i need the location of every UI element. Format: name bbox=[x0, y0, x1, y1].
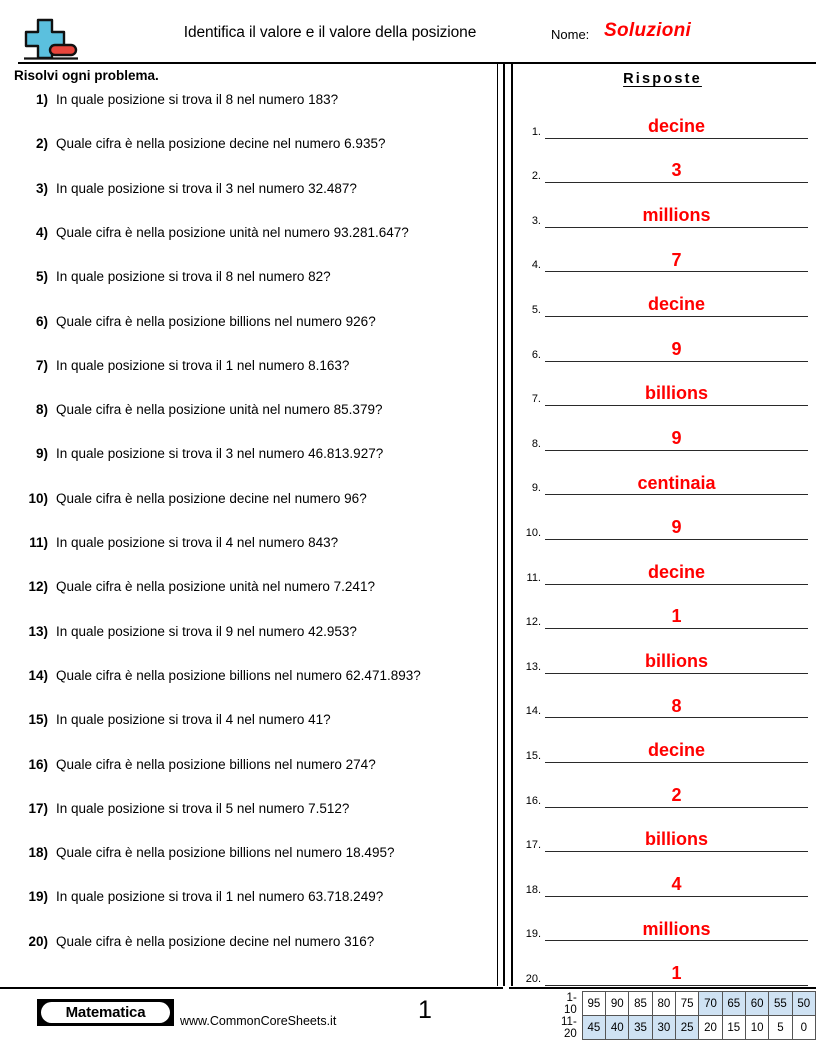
answer-row bbox=[509, 406, 816, 451]
answer-row bbox=[509, 272, 816, 317]
question-text: Quale cifra è nella posizione unità nel numero 85.379? bbox=[56, 402, 383, 418]
answer-value: millions bbox=[642, 204, 711, 225]
score-cell: 55 bbox=[769, 992, 792, 1016]
answer-number: 14. bbox=[525, 705, 541, 718]
score-table-row bbox=[561, 1016, 816, 1040]
answer-number: 15. bbox=[525, 749, 541, 762]
instruction-text: Risolvi ogni problema. bbox=[14, 68, 159, 83]
score-cell: 0 bbox=[792, 1016, 815, 1040]
name-label: Nome: bbox=[551, 27, 590, 42]
brand-badge bbox=[37, 999, 174, 1026]
answers-heading: Risposte bbox=[623, 71, 702, 87]
question-number: 18) bbox=[28, 845, 48, 861]
question-number: 4) bbox=[35, 224, 48, 240]
question-number: 14) bbox=[28, 667, 48, 683]
question-text: In quale posizione si trova il 8 nel numero 82? bbox=[56, 269, 331, 285]
answer-row bbox=[509, 852, 816, 897]
question-number: 12) bbox=[28, 579, 48, 595]
question-row bbox=[0, 92, 497, 136]
footer-divider-left bbox=[0, 987, 503, 989]
answer-number: 4. bbox=[531, 259, 541, 272]
answer-value: 2 bbox=[671, 784, 682, 805]
question-row bbox=[0, 314, 497, 358]
answer-row bbox=[509, 808, 816, 853]
page-number: 1 bbox=[418, 996, 432, 1024]
question-text: Quale cifra è nella posizione billions nel numero 274? bbox=[56, 756, 376, 772]
question-text: In quale posizione si trova il 8 nel numero 183? bbox=[56, 92, 339, 107]
question-row bbox=[0, 624, 497, 668]
question-text: Quale cifra è nella posizione decine nel numero 6.935? bbox=[56, 136, 386, 152]
score-range-label: 11-20 bbox=[561, 1015, 577, 1040]
answer-number: 1. bbox=[531, 125, 541, 138]
question-text: In quale posizione si trova il 9 nel numero 42.953? bbox=[56, 623, 357, 639]
answer-row bbox=[509, 451, 816, 496]
answer-number: 12. bbox=[525, 616, 541, 629]
question-number: 3) bbox=[35, 180, 48, 196]
answer-number: 10. bbox=[525, 526, 541, 539]
question-text: In quale posizione si trova il 1 nel numero 63.718.249? bbox=[56, 889, 384, 905]
answer-row bbox=[509, 183, 816, 228]
answer-value: billions bbox=[645, 829, 708, 850]
brand-pill bbox=[41, 1002, 170, 1023]
question-text: In quale posizione si trova il 3 nel numero 32.487? bbox=[56, 180, 357, 196]
question-text: In quale posizione si trova il 4 nel numero 843? bbox=[56, 535, 339, 550]
score-cell: 65 bbox=[722, 992, 745, 1016]
question-number: 19) bbox=[28, 889, 48, 905]
questions-column-border bbox=[497, 64, 498, 986]
question-row bbox=[0, 225, 497, 269]
brand-label: Matematica bbox=[65, 1004, 146, 1021]
score-cell: 60 bbox=[745, 992, 768, 1016]
answer-number: 7. bbox=[531, 393, 541, 406]
question-number: 8) bbox=[35, 402, 48, 418]
score-cell: 80 bbox=[652, 992, 675, 1016]
question-row bbox=[0, 446, 497, 490]
question-row bbox=[0, 136, 497, 180]
question-row bbox=[0, 845, 497, 889]
question-text: In quale posizione si trova il 4 nel numero 41? bbox=[56, 712, 331, 728]
page-header bbox=[0, 14, 816, 62]
answer-value: 9 bbox=[671, 427, 682, 448]
answer-value: decine bbox=[647, 561, 706, 582]
header-divider-rule bbox=[18, 62, 816, 64]
score-cell: 25 bbox=[676, 1016, 699, 1040]
question-row bbox=[0, 889, 497, 933]
question-number: 10) bbox=[28, 490, 48, 506]
question-text: Quale cifra è nella posizione unità nel numero 7.241? bbox=[56, 579, 375, 595]
answer-value: centinaia bbox=[637, 472, 716, 493]
score-cell: 85 bbox=[629, 992, 652, 1016]
score-cell: 30 bbox=[652, 1016, 675, 1040]
score-cell: 20 bbox=[699, 1016, 722, 1040]
question-text: In quale posizione si trova il 3 nel numero 46.813.927? bbox=[56, 446, 384, 462]
answer-row bbox=[509, 763, 816, 808]
question-number: 20) bbox=[28, 933, 48, 949]
answer-value: 4 bbox=[671, 873, 682, 894]
question-row bbox=[0, 402, 497, 446]
answer-number: 3. bbox=[531, 214, 541, 227]
question-row bbox=[0, 668, 497, 712]
answer-value: decine bbox=[647, 740, 706, 761]
question-row bbox=[0, 535, 497, 579]
answer-row bbox=[509, 540, 816, 585]
answer-number: 11. bbox=[526, 571, 541, 584]
answer-number: 19. bbox=[525, 928, 541, 941]
question-row bbox=[0, 358, 497, 402]
answer-value: 7 bbox=[671, 249, 682, 270]
score-cell: 10 bbox=[745, 1016, 768, 1040]
question-row bbox=[0, 757, 497, 801]
answer-value: 3 bbox=[671, 160, 682, 181]
answer-number: 13. bbox=[525, 660, 541, 673]
score-cell: 45 bbox=[582, 1016, 605, 1040]
answer-value: 9 bbox=[671, 517, 682, 538]
answer-row bbox=[509, 941, 816, 986]
answer-row bbox=[509, 629, 816, 674]
question-text: Quale cifra è nella posizione decine nel numero 316? bbox=[56, 933, 375, 949]
footer-divider-right bbox=[509, 987, 816, 989]
answer-row bbox=[509, 94, 816, 139]
score-table-row bbox=[561, 992, 816, 1016]
question-row bbox=[0, 579, 497, 623]
answer-number: 9. bbox=[531, 482, 541, 495]
question-text: Quale cifra è nella posizione billions nel numero 926? bbox=[56, 313, 376, 329]
question-text: Quale cifra è nella posizione decine nel numero 96? bbox=[56, 490, 367, 506]
score-range-label: 1-10 bbox=[563, 991, 577, 1016]
score-cell: 95 bbox=[582, 992, 605, 1016]
question-number: 5) bbox=[35, 269, 48, 285]
question-text: In quale posizione si trova il 1 nel numero 8.163? bbox=[56, 357, 350, 373]
question-number: 11) bbox=[29, 535, 48, 550]
answer-value: 1 bbox=[671, 963, 682, 984]
answer-row bbox=[509, 139, 816, 184]
score-cell: 15 bbox=[722, 1016, 745, 1040]
question-row bbox=[0, 934, 497, 978]
answer-value: 8 bbox=[671, 695, 682, 716]
score-table bbox=[561, 991, 816, 1040]
answer-blank-line[interactable] bbox=[545, 985, 808, 986]
answer-value: 1 bbox=[671, 606, 682, 627]
question-text: Quale cifra è nella posizione billions nel numero 62.471.893? bbox=[56, 667, 421, 683]
question-number: 2) bbox=[35, 136, 48, 152]
question-number: 13) bbox=[28, 623, 48, 639]
answer-value: decine bbox=[647, 115, 706, 136]
answer-value: billions bbox=[645, 650, 708, 671]
question-text: In quale posizione si trova il 5 nel numero 7.512? bbox=[56, 800, 350, 816]
answer-row bbox=[509, 317, 816, 362]
answer-value: billions bbox=[645, 383, 708, 404]
page-title: Identifica il valore e il valore della posizione bbox=[183, 24, 477, 41]
question-number: 9) bbox=[35, 446, 48, 462]
question-number: 1) bbox=[35, 92, 48, 107]
score-cell: 75 bbox=[676, 992, 699, 1016]
answer-number: 16. bbox=[525, 794, 541, 807]
answer-number: 17. bbox=[525, 839, 541, 852]
name-value: Soluzioni bbox=[604, 20, 692, 41]
answer-value: millions bbox=[642, 918, 711, 939]
question-number: 7) bbox=[35, 357, 48, 373]
answer-number: 5. bbox=[531, 303, 541, 316]
question-number: 15) bbox=[28, 712, 48, 728]
answer-number: 6. bbox=[531, 348, 541, 361]
site-url-label: www.CommonCoreSheets.it bbox=[180, 1014, 337, 1028]
question-number: 6) bbox=[35, 313, 48, 329]
answer-value: decine bbox=[647, 294, 706, 315]
answer-row bbox=[509, 228, 816, 273]
question-text: Quale cifra è nella posizione unità nel numero 93.281.647? bbox=[56, 224, 409, 240]
question-number: 17) bbox=[28, 800, 48, 816]
question-row bbox=[0, 712, 497, 756]
question-row bbox=[0, 269, 497, 313]
score-cell: 35 bbox=[629, 1016, 652, 1040]
answer-row bbox=[509, 718, 816, 763]
score-cell: 50 bbox=[792, 992, 815, 1016]
score-cell: 90 bbox=[606, 992, 629, 1016]
score-cell: 70 bbox=[699, 992, 722, 1016]
question-row bbox=[0, 181, 497, 225]
score-cell: 5 bbox=[769, 1016, 792, 1040]
answer-number: 2. bbox=[531, 170, 541, 183]
question-number: 16) bbox=[28, 756, 48, 772]
answer-row bbox=[509, 495, 816, 540]
question-row bbox=[0, 491, 497, 535]
plus-minus-math-logo-icon bbox=[18, 16, 80, 62]
score-cell: 40 bbox=[606, 1016, 629, 1040]
answer-value: 9 bbox=[671, 338, 682, 359]
answer-number: 8. bbox=[531, 437, 541, 450]
answer-row bbox=[509, 897, 816, 942]
answer-row bbox=[509, 674, 816, 719]
answer-row bbox=[509, 362, 816, 407]
answer-number: 18. bbox=[525, 883, 541, 896]
answer-number: 20. bbox=[525, 972, 541, 985]
question-text: Quale cifra è nella posizione billions nel numero 18.495? bbox=[56, 845, 395, 861]
question-row bbox=[0, 801, 497, 845]
answer-row bbox=[509, 585, 816, 630]
